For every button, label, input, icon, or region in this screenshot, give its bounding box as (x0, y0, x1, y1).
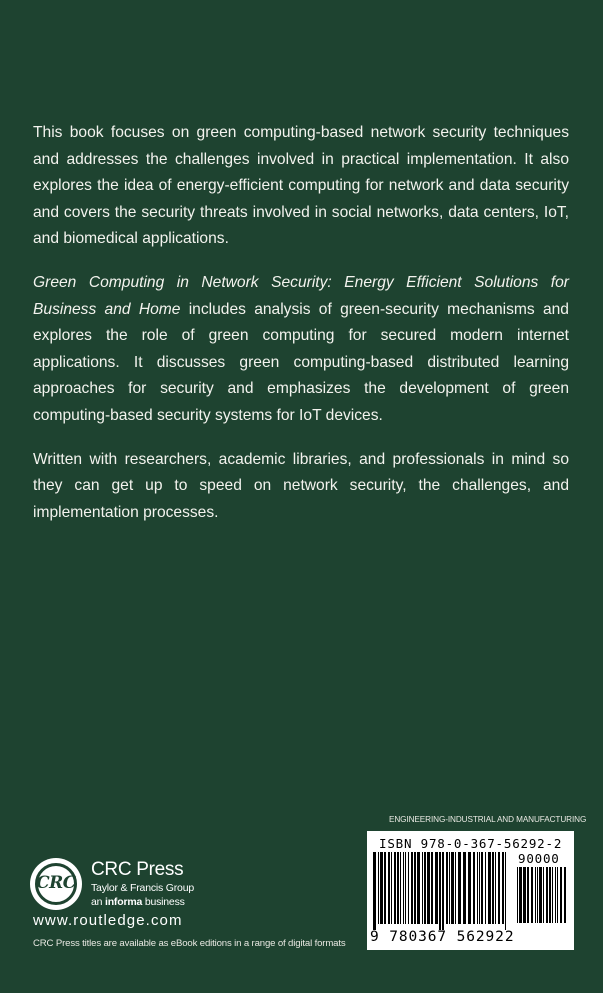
barcode-bar (564, 867, 566, 923)
barcode-bar (403, 852, 404, 924)
ean-number: 9 780367 562922 (370, 929, 515, 945)
barcode-bar (424, 852, 426, 924)
barcode-bar (463, 852, 466, 924)
barcode-bar (537, 867, 538, 923)
barcode-bar (446, 852, 448, 924)
subject-category: ENGINEERING-INDUSTRIAL AND MANUFACTURING (389, 815, 587, 824)
barcode-bar (451, 852, 454, 924)
publisher-group: Taylor & Francis Group (91, 882, 194, 894)
barcode-bar (439, 852, 441, 930)
barcode-bar (555, 867, 556, 923)
book-title-italic: Green Computing in Network Security: Energy Efficient Solutions for Business and Home (33, 273, 569, 318)
barcode-bar (384, 852, 386, 924)
barcode-bar (523, 867, 526, 923)
barcode-bar (527, 867, 529, 923)
price-code-text: 90000 (518, 851, 560, 866)
publisher-business-line (91, 896, 185, 908)
blurb-paragraph-3: Written with researchers, academic libraries, and professionals in mind so they can get up to speed on network security, the challenges, and implementation processes. (33, 450, 569, 521)
barcode-bar (502, 852, 504, 924)
barcode-bar (505, 852, 506, 930)
barcode-bar (394, 852, 396, 924)
barcode-bar (549, 867, 551, 923)
barcode-bar (405, 852, 406, 924)
barcode-bar (414, 852, 416, 924)
back-cover-blurb (33, 120, 569, 543)
blurb-paragraph-2 (33, 270, 569, 430)
barcode-bar (449, 852, 450, 924)
barcode-bar (458, 852, 461, 924)
logo-text: CRC (36, 873, 76, 893)
publisher-website: www.routledge.com (33, 912, 183, 929)
barcode-bar (552, 867, 553, 923)
barcode-bar (498, 852, 500, 924)
barcode-bar (481, 852, 483, 924)
barcode-bar (431, 852, 433, 924)
barcode-bar (546, 867, 548, 923)
blurb-paragraph-2-text: includes analysis of green-security mechanisms and explores the role of green computing for secured modern internet applications. It discusses green computing-based distributed learning approaches for security and emphasizes the development of green computing-based security systems for IoT devices. (33, 300, 569, 424)
barcode-bar (479, 852, 480, 924)
ean-barcode-bars (373, 852, 509, 930)
barcode-bar (485, 852, 486, 924)
blurb-paragraph-1: This book focuses on green computing-based network security techniques and addresses the challenges involved in practical implementation. It also explores the idea of energy-efficient computing for network and data security and covers the security threats involved in social networks, data centers, IoT, and biomedical applications. (33, 124, 569, 248)
barcode-bar (477, 852, 478, 924)
barcode-bar (535, 867, 536, 923)
barcode-bar (408, 852, 409, 924)
barcode-bar (380, 852, 383, 924)
barcode-bar (488, 852, 491, 924)
crc-press-logo (30, 858, 82, 910)
isbn-text: ISBN 978-0-367-56292-2 (379, 836, 563, 851)
barcode-bar (492, 852, 494, 924)
barcode-bar (495, 852, 496, 924)
barcode-bar (373, 852, 376, 930)
barcode-bar (417, 852, 420, 924)
barcode-bar (539, 867, 542, 923)
ebook-availability-note: CRC Press titles are available as eBook editions in a range of digital formats (33, 938, 346, 949)
barcode-bar (560, 867, 562, 923)
barcode-bar (391, 852, 392, 924)
barcode-bar (435, 852, 438, 924)
barcode-bar (397, 852, 399, 924)
barcode-bar (378, 852, 379, 924)
publisher-name: CRC Press (91, 859, 184, 880)
barcode-bar (557, 867, 558, 923)
barcode-bar (411, 852, 413, 924)
barcode-bar (422, 852, 423, 924)
isbn-barcode (367, 831, 574, 950)
barcode-bar (543, 867, 544, 923)
barcode-bar (531, 867, 533, 923)
barcode-bar (473, 852, 475, 924)
barcode-bar (517, 867, 518, 923)
business-brand: informa (105, 896, 143, 908)
barcode-bar (427, 852, 430, 924)
business-suffix: business (142, 896, 185, 908)
price-barcode-bars (517, 867, 567, 929)
barcode-bar (519, 867, 522, 923)
barcode-bar (455, 852, 456, 924)
barcode-bar (468, 852, 471, 924)
barcode-bar (442, 852, 444, 930)
barcode-bar (400, 852, 401, 924)
business-prefix: an (91, 896, 105, 908)
barcode-bar (388, 852, 390, 924)
